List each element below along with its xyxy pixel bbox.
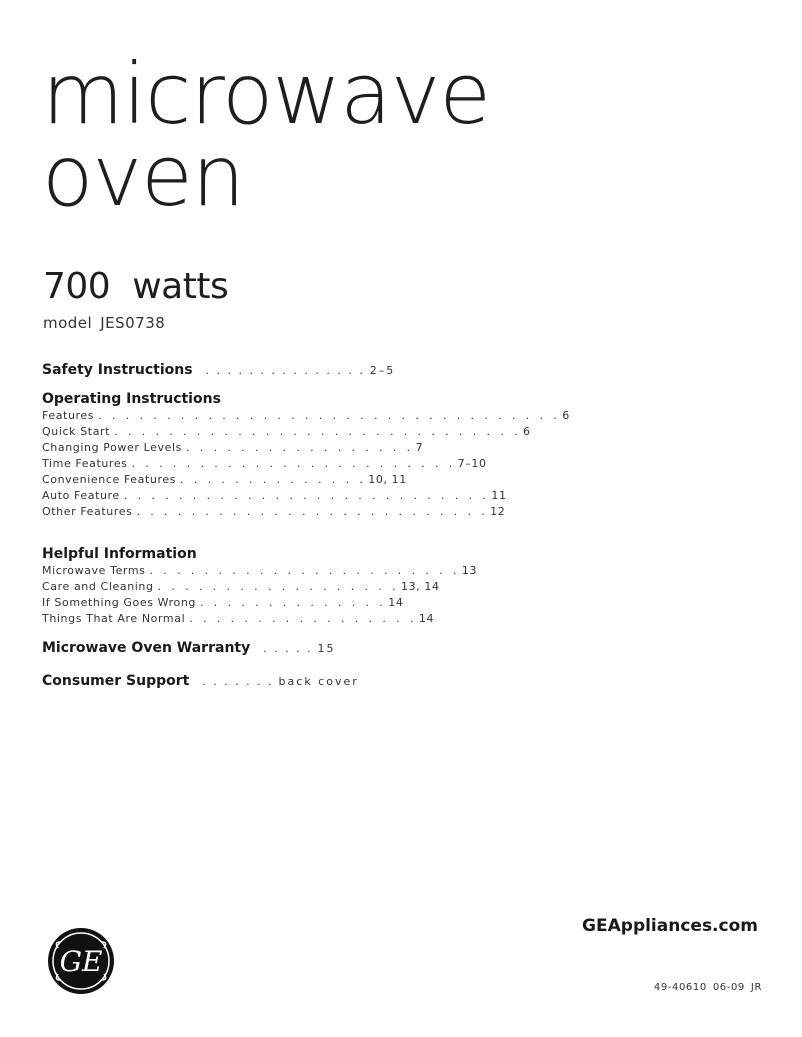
toc-item-page: 14	[388, 596, 404, 609]
toc-item-label: Features	[42, 409, 95, 422]
toc-item	[42, 472, 522, 488]
toc-item-label: Convenience Features	[42, 473, 177, 486]
toc-item	[42, 408, 570, 424]
toc-item	[42, 504, 522, 520]
toc-item-page: 6	[562, 409, 570, 422]
wattage	[43, 266, 228, 307]
model-number: JES0738	[100, 314, 166, 332]
toc-safety	[42, 362, 522, 378]
toc-warranty	[42, 640, 522, 656]
toc-item	[42, 563, 522, 579]
toc-helpful-heading: Helpful Information	[42, 546, 197, 562]
toc-warranty-dots: . . . . .	[263, 642, 313, 655]
toc-item-label: Time Features	[42, 457, 128, 470]
logo-text: GE	[59, 945, 103, 978]
toc-item-page: 13, 14	[400, 580, 440, 593]
toc-item	[42, 579, 522, 595]
toc-item-page: 10, 11	[368, 473, 407, 486]
wattage-unit: watts	[132, 266, 229, 307]
toc-item-dots: . . . . . . . . . . . . . .	[200, 596, 387, 609]
toc-consumer-page: back cover	[278, 675, 359, 688]
ge-logo-icon	[46, 926, 116, 996]
toc-item-dots: . . . . . . . . . . . . . . . . .	[185, 441, 414, 454]
toc-safety-page: 2–5	[369, 364, 396, 377]
toc-item-dots: . . . . . . . . . . . . . . . . . . . . . . .	[149, 564, 460, 577]
toc-consumer-dots: . . . . . . .	[202, 675, 274, 688]
model-line	[43, 314, 165, 332]
doc-initials: JR	[750, 982, 762, 993]
toc-item	[42, 456, 522, 472]
document-number	[654, 982, 762, 993]
toc-item	[42, 424, 531, 440]
toc-item	[42, 488, 522, 504]
toc-warranty-page: 15	[317, 642, 336, 655]
toc-consumer-support	[42, 673, 522, 689]
document-title-line1: microwave	[42, 45, 490, 143]
toc-operating-section	[42, 391, 570, 520]
toc-item-page: 14	[418, 612, 435, 625]
table-of-contents	[42, 362, 570, 702]
toc-item-page: 6	[522, 425, 531, 438]
toc-item-dots: . . . . . . . . . . . . . . . . . . . . . . . .	[131, 457, 456, 470]
toc-item-label: If Something Goes Wrong	[42, 596, 196, 609]
toc-item-dots: . . . . . . . . . . . . . .	[180, 473, 367, 486]
toc-item-dots: . . . . . . . . . . . . . . . . .	[189, 612, 417, 625]
toc-item-label: Changing Power Levels	[42, 441, 182, 454]
doc-date: 06-09	[712, 982, 745, 993]
wattage-value: 700	[43, 266, 111, 307]
doc-number: 49-40610	[653, 982, 707, 993]
toc-safety-label: Safety Instructions	[42, 362, 193, 378]
toc-item-label: Microwave Terms	[42, 564, 146, 577]
toc-item-page: 7–10	[457, 457, 487, 470]
toc-item	[42, 440, 522, 456]
toc-item-dots: . . . . . . . . . . . . . . . . . . . . . . . . . .	[136, 505, 489, 518]
toc-item-dots: . . . . . . . . . . . . . . . . . . . . . . . . . . . . . .	[114, 425, 521, 438]
toc-item-page: 13	[461, 564, 478, 577]
toc-warranty-label: Microwave Oven Warranty	[42, 640, 251, 656]
toc-item-dots: . . . . . . . . . . . . . . . . . .	[157, 580, 399, 593]
toc-item-page: 7	[415, 441, 424, 454]
toc-safety-dots: . . . . . . . . . . . . . . .	[205, 364, 365, 377]
toc-item-label: Things That Are Normal	[42, 612, 186, 625]
toc-consumer-label: Consumer Support	[42, 673, 190, 689]
toc-item-dots: . . . . . . . . . . . . . . . . . . . . . . . . . . .	[123, 489, 490, 502]
toc-item-label: Auto Feature	[42, 489, 120, 502]
toc-item-page: 12	[490, 505, 506, 518]
toc-helpful-section	[42, 546, 522, 627]
toc-item-label: Other Features	[42, 505, 133, 518]
toc-item	[42, 611, 522, 627]
toc-operating-heading: Operating Instructions	[42, 391, 221, 407]
toc-item-label: Quick Start	[42, 425, 111, 438]
model-label: model	[43, 314, 93, 332]
website-url: GEAppliances.com	[582, 916, 758, 936]
toc-item-page: 11	[491, 489, 507, 502]
toc-item-label: Care and Cleaning	[42, 580, 154, 593]
document-title-line2: oven	[42, 127, 245, 225]
toc-item-dots: . . . . . . . . . . . . . . . . . . . . . . . . . . . . . . . . . .	[98, 409, 561, 422]
toc-item	[42, 595, 522, 611]
